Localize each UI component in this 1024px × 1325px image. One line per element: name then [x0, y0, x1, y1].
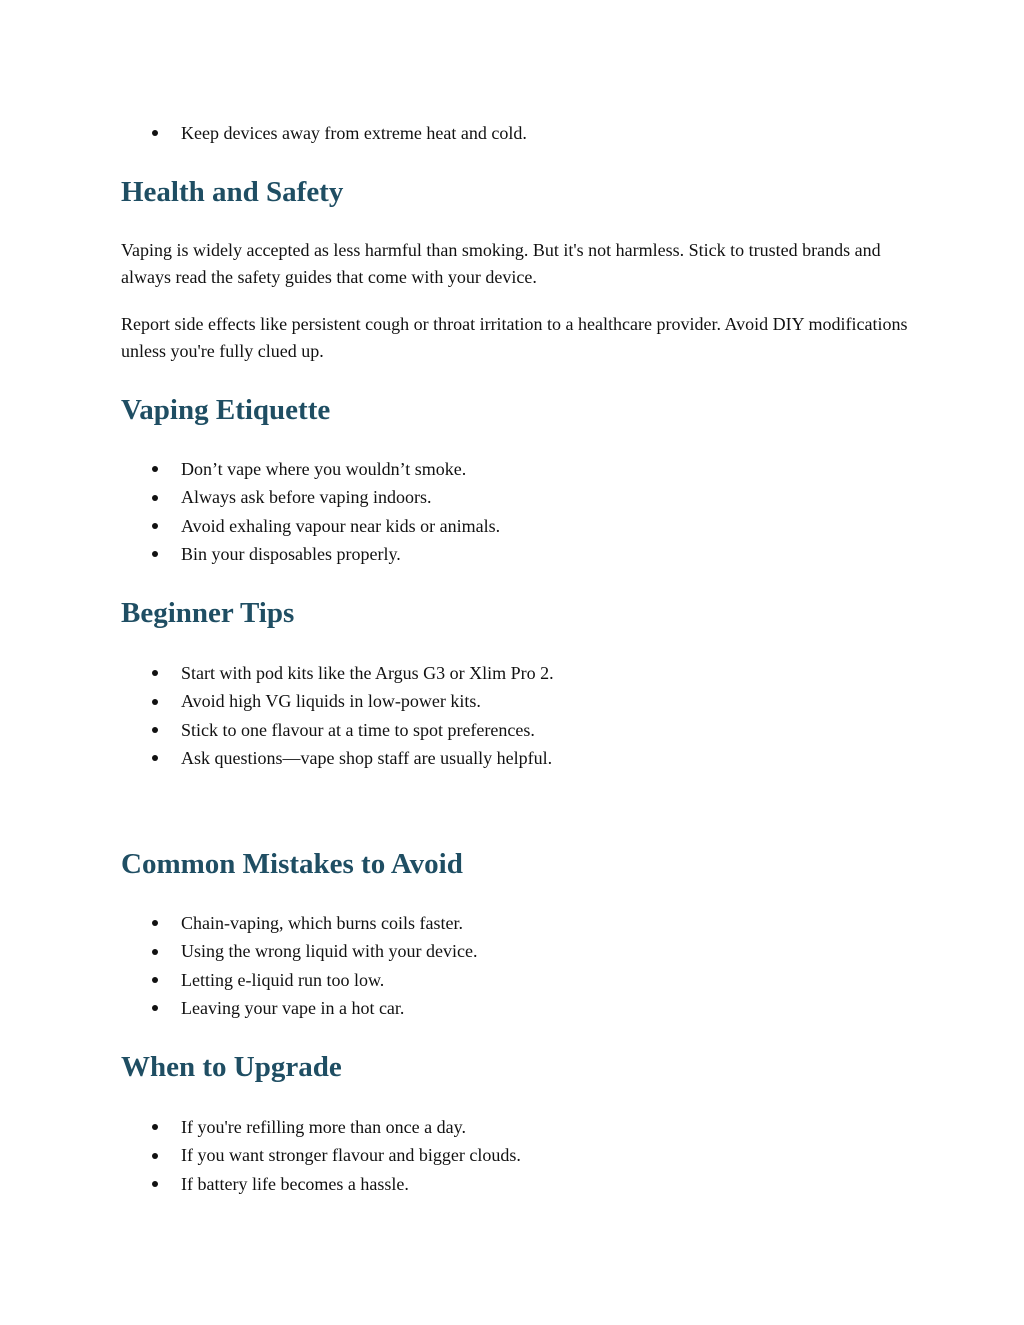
heading-health-safety: Health and Safety	[121, 176, 344, 208]
heading-vaping-etiquette: Vaping Etiquette	[121, 394, 331, 426]
bullet-icon	[152, 1153, 158, 1159]
bullet-icon	[152, 1124, 158, 1130]
bullet-icon	[152, 699, 158, 705]
bullet-icon	[152, 949, 158, 955]
bullet-icon	[152, 466, 158, 472]
document-page: Keep devices away from extreme heat and cold. Health and Safety Vaping is widely accepted as less harmful than smoking. But it's not harmless. Stick to trusted brands and always read the safety guides that come with your device. Report side effects like persistent cough or throat irritation to a healthcare provider. Avoid DIY modifications unless you're fully clued up. Vaping Etiquette Don’t vape where you wouldn’t smoke. Always ask before vaping indoors. Avoid exhaling vapour near kids or animals. Bin your disposables properly. Beginner Tips Start with pod kits like the Argus G3 or Xlim Pro 2. Avoid high VG liquids in low-power kits. Stick to one flavour at a time to spot preferences. Ask questions—vape shop staff are usually helpful. Common Mistakes to Avoid Chain-vaping, which burns coils faster. Using the wrong liquid with your device. Letting e-liquid run too low. Leaving your vape in a hot car. When to Upgrade If you're refilling more than once a day. If you want stronger flavour and bigger clouds. If battery life becomes a hassle.	[0, 0, 1024, 1325]
bullet-icon	[152, 551, 158, 557]
bullet-icon	[152, 727, 158, 733]
heading-beginner-tips: Beginner Tips	[121, 597, 295, 629]
paragraph: Report side effects like persistent cough or throat irritation to a healthcare provider. Avoid DIY modifications unless you're fully clued up.	[121, 314, 908, 361]
heading-when-to-upgrade: When to Upgrade	[121, 1051, 342, 1083]
heading-common-mistakes: Common Mistakes to Avoid	[121, 848, 463, 880]
bullet-icon	[152, 977, 158, 983]
bullet-icon	[152, 670, 158, 676]
bullet-icon	[152, 920, 158, 926]
paragraph: Vaping is widely accepted as less harmful than smoking. But it's not harmless. Stick to trusted brands and always read the safety guides that come with your device.	[121, 240, 881, 287]
bullet-icon	[152, 130, 158, 136]
bullet-icon	[152, 1181, 158, 1187]
bullet-icon	[152, 495, 158, 501]
bullet-icon	[152, 755, 158, 761]
bullet-icon	[152, 523, 158, 529]
bullet-icon	[152, 1005, 158, 1011]
